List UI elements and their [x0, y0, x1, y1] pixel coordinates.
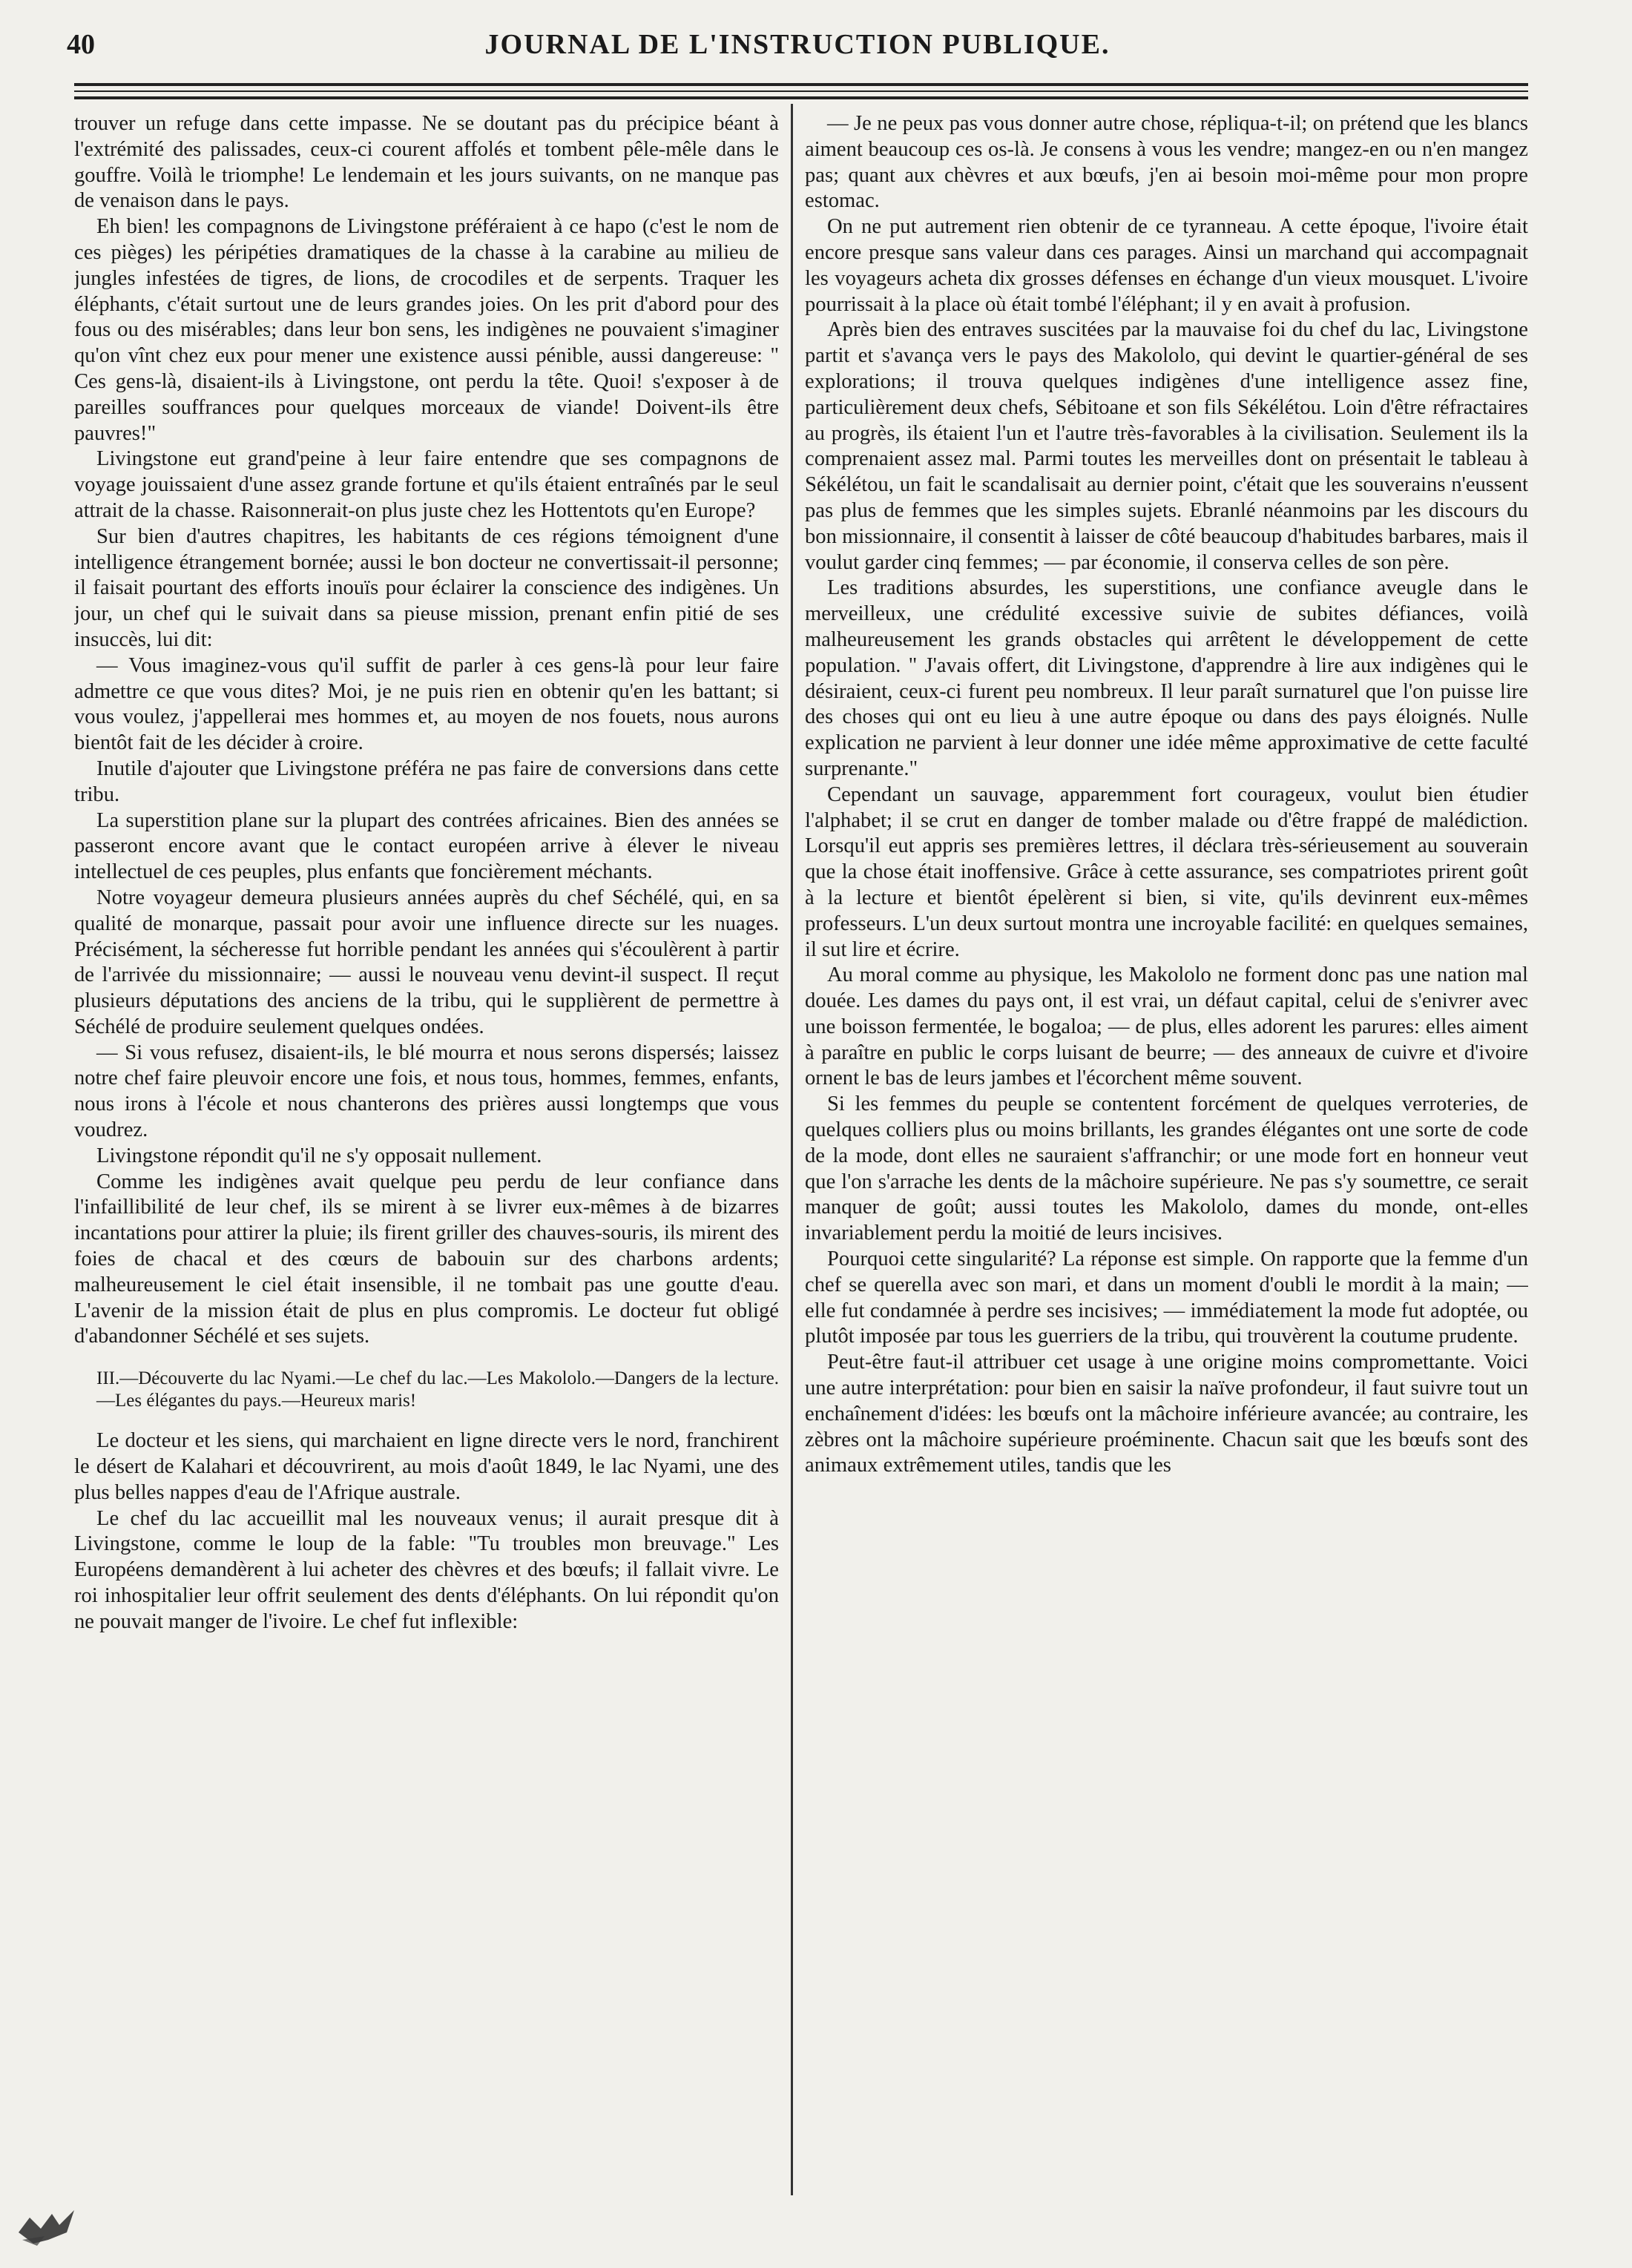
column-divider	[791, 104, 793, 2195]
header-rule	[74, 90, 1528, 92]
left-column	[74, 111, 779, 2180]
paragraph: Le docteur et les siens, qui marchaient en ligne directe vers le nord, franchirent le désert de Kalahari et découvrirent, au mois d'août 1849, le lac Nyami, une des plus belles nappes d'eau de l'Afrique australe.	[74, 1429, 779, 1504]
paragraph: Peut-être faut-il attribuer cet usage à une origine moins compromettante. Voici une autre interprétation: pour bien en saisir la naïve profondeur, il faut suivre tout un enchaînement d'idées: les bœufs ont la mâchoire inférieure avancée; au contraire, les zèbres ont la mâchoire supérieure proéminente. Chacun sait que les bœufs sont des animaux extrêmement utiles, tandis que les	[805, 1351, 1528, 1477]
paragraph: Au moral comme au physique, les Makololo ne forment donc pas une nation mal douée. Les dames du pays ont, il est vrai, un défaut capital, celui de s'enivrer avec une boisson fermentée, le bogaloa; — de plus, elles adorent les parures: elles aiment à paraître en public le corps luisant de beurre; — des anneaux de cuivre et d'ivoire ornent le bas de leurs jambes et l'écorchent même souvent.	[805, 963, 1528, 1090]
paragraph: — Je ne peux pas vous donner autre chose, répliqua-t-il; on prétend que les blancs aiment beaucoup ces os-là. Je consens à vous les vendre; mangez-en ou n'en mangez pas; quant aux chèvres et aux bœufs, j'en ai besoin moi-même pour mon propre estomac.	[805, 112, 1528, 213]
page-number: 40	[67, 29, 95, 60]
paragraph: Comme les indigènes avait quelque peu perdu de leur confiance dans l'infaillibilité de leur chef, ils se mirent à se livrer eux-mêmes à de bizarres incantations pour attirer la pluie; ils firent griller des chauves-souris, ils mirent des foies de chacal et des cœurs de babouin sur des charbons ardents; malheureusement le ciel était insensible, il ne tombait pas une goutte d'eau. L'avenir de la mission était de plus en plus compromis. Le docteur fut obligé d'abandonner Séchélé et ses sujets.	[74, 1170, 779, 1348]
paragraph: Cependant un sauvage, apparemment fort courageux, voulut bien étudier l'alphabet; il se crut en danger de tomber malade ou d'être frappé de malédiction. Lorsqu'il eut appris ses premières lettres, il déclara très-sérieusement au souverain que la chose était inoffensive. Grâce à cette assurance, ses compatriotes prirent goût à la lecture et bientôt épelèrent si bien, si vite, qu'ils devinrent eux-mêmes professeurs. L'un deux surtout montra une incroyable facilité: en quelques semaines, il sut lire et écrire.	[805, 782, 1528, 961]
paragraph: Notre voyageur demeura plusieurs années auprès du chef Séchélé, qui, en sa qualité de monarque, passait pour avoir une influence directe sur les nuages. Précisément, la sécheresse fut horrible pendant les années qui s'écoulèrent à partir de l'arrivée du missionnaire; — aussi le nouveau venu devint-il suspect. Il reçut plusieurs députations des anciens de la tribu, qui le supplièrent de permettre à Séchélé de produire seulement quelques ondées.	[74, 886, 779, 1038]
paragraph: — Si vous refusez, disaient-ils, le blé mourra et nous serons dispersés; laissez notre chef faire pleuvoir encore une fois, et nous tous, hommes, femmes, enfants, nous irons à l'école et nous chanterons des prières aussi longtemps que vous voudrez.	[74, 1041, 779, 1142]
paragraph: Livingstone eut grand'peine à leur faire entendre que ses compagnons de voyage jouissaient d'une assez grande fortune et qu'ils étaient entraînés par le seul attrait de la chasse. Raisonnerait-on plus juste chez les Hottentots qu'en Europe?	[74, 447, 779, 522]
paragraph: Inutile d'ajouter que Livingstone préféra ne pas faire de conversions dans cette tribu.	[74, 756, 779, 806]
header-rule	[74, 96, 1528, 99]
paragraph: Eh bien! les compagnons de Livingstone préféraient à ce hapo (c'est le nom de ces pièges) les péripéties dramatiques de la chasse à la carabine au milieu de jungles infestées de tigres, de lions, de crocodiles et de serpents. Traquer les éléphants, c'était surtout une de leurs grandes joies. On les prit d'abord pour des fous ou des misérables; dans leur bon sens, les indigènes ne pouvaient s'imaginer qu'on vînt chez eux pour mener une existence aussi pénible, aussi dangereuse: " Ces gens-là, disaient-ils à Livingstone, ont perdu la tête. Quoi! s'exposer à de pareilles souffrances pour quelques morceaux de viande! Doivent-ils être pauvres!"	[74, 215, 779, 445]
paragraph: Les traditions absurdes, les superstitions, une confiance aveugle dans le merveilleux, une crédulité excessive suivie de subites défiances, voilà malheureusement les grands obstacles qui arrêtent le développement de cette population. " J'avais offert, dit Livingstone, d'apprendre à lire aux indigènes qui le désiraient, ceux-ci furent peu nombreux. Il leur paraît surnaturel que l'on puisse lire des choses qui ont eu lieu à une autre époque ou dans des pays éloignés. Nulle explication ne parvient à leur donner une idée même approximative de cette faculté surprenante."	[805, 576, 1528, 780]
paragraph: Livingstone répondit qu'il ne s'y opposait nullement.	[96, 1144, 542, 1167]
paragraph: Sur bien d'autres chapitres, les habitants de ces régions témoignent d'une intelligence étrangement bornée; aussi le bon docteur ne convertissait-il personne; il faisait pourtant des efforts inouïs pour éclairer la conscience des indigènes. Un jour, un chef qui le suivait dans sa pieuse mission, prenant enfin pitié de ses insuccès, lui dit:	[74, 524, 779, 651]
paragraph: Le chef du lac accueillit mal les nouveaux venus; il aurait presque dit à Livingstone, comme le loup de la fable: "Tu troubles mon breuvage." Les Européens demandèrent à lui acheter des chèvres et des bœufs; il fallait vivre. Le roi inhospitalier leur offrit seulement des dents d'éléphants. On lui répondit qu'on ne pouvait manger de l'ivoire. Le chef fut inflexible:	[74, 1506, 779, 1633]
paragraph: Pourquoi cette singularité? La réponse est simple. On rapporte que la femme d'un chef se querella avec son mari, et dans un moment d'oubli le mordit à la main; — elle fut condamnée à perdre ses incisives; — immédiatement la mode fut adoptée, ou plutôt imposée par tous les guerriers de la tribu, qui trouvèrent la coutume prudente.	[805, 1247, 1528, 1348]
paragraph: Si les femmes du peuple se contentent forcément de quelques verroteries, de quelques colliers plus ou moins brillants, les grandes élégantes ont une sorte de code de la mode, dont elles ne sauraient s'affranchir; or une mode fort en honneur veut que l'on s'arrache les dents de la mâchoire supérieure. Ne pas s'y soumettre, ce serait manquer de goût; aussi toutes les Makololo, dames du monde, ont-elles invariablement perdu la moitié de leurs incisives.	[805, 1092, 1528, 1245]
paragraph: — Vous imaginez-vous qu'il suffit de parler à ces gens-là pour leur faire admettre ce que vous dites? Moi, je ne puis rien en obtenir qu'en les battant; si vous voulez, j'appellerai mes hommes et, au moyen de nos fouets, nous aurons bientôt fait de les décider à croire.	[74, 653, 779, 755]
paragraph: trouver un refuge dans cette impasse. Ne se doutant pas du précipice béant à l'extrémité des palissades, ceux-ci courent affolés et tombent pêle-mêle dans le gouffre. Voilà le triomphe! Le lendemain et les jours suivants, on ne manque pas de venaison dans le pays.	[74, 112, 779, 213]
ink-smudge	[15, 2188, 111, 2247]
paragraph: On ne put autrement rien obtenir de ce tyranneau. A cette époque, l'ivoire était encore presque sans valeur dans ces parages. Ainsi un marchand qui accompagnait les voyageurs acheta dix grosses défenses en échange d'un vieux mousquet. L'ivoire pourrissait à la place où était tombé l'éléphant; il y en avait à profusion.	[805, 215, 1528, 316]
journal-title: JOURNAL DE L'INSTRUCTION PUBLIQUE.	[484, 29, 1111, 60]
section-heading: III.—Découverte du lac Nyami.—Le chef du lac.—Les Makololo.—Dangers de la lecture.—Les élégantes du pays.—Heureux maris!	[96, 1368, 779, 1411]
right-column	[805, 111, 1528, 2180]
page-header	[67, 22, 1528, 67]
header-rule	[74, 83, 1528, 86]
paragraph: Après bien des entraves suscitées par la mauvaise foi du chef du lac, Livingstone partit et s'avança vers le pays des Makololo, qui devint le quartier-général de ses explorations; il trouva quelques indigènes d'une intelligence assez fine, particulièrement deux chefs, Sébitoane et son fils Sékélétou. Loin d'être réfractaires au progrès, ils étaient l'un et l'autre très-favorables à la civilisation. Seulement ils la comprenaient assez mal. Parmi toutes les merveilles dont on présentait le tableau à Sékélétou, un fait le scandalisait au dernier point, c'était que les souverains n'eussent pas plus de femmes que les simples sujets. Ebranlé néanmoins par les discours du bon missionnaire, il consentit à laisser de côté beaucoup d'habitudes barbares, mais il voulut garder cinq femmes; — par économie, il conserva celles de son père.	[805, 318, 1528, 574]
paragraph: La superstition plane sur la plupart des contrées africaines. Bien des années se passeront encore avant que le contact européen arrive à élever le niveau intellectuel de ces peuples, plus enfants que foncièrement méchants.	[74, 808, 779, 884]
